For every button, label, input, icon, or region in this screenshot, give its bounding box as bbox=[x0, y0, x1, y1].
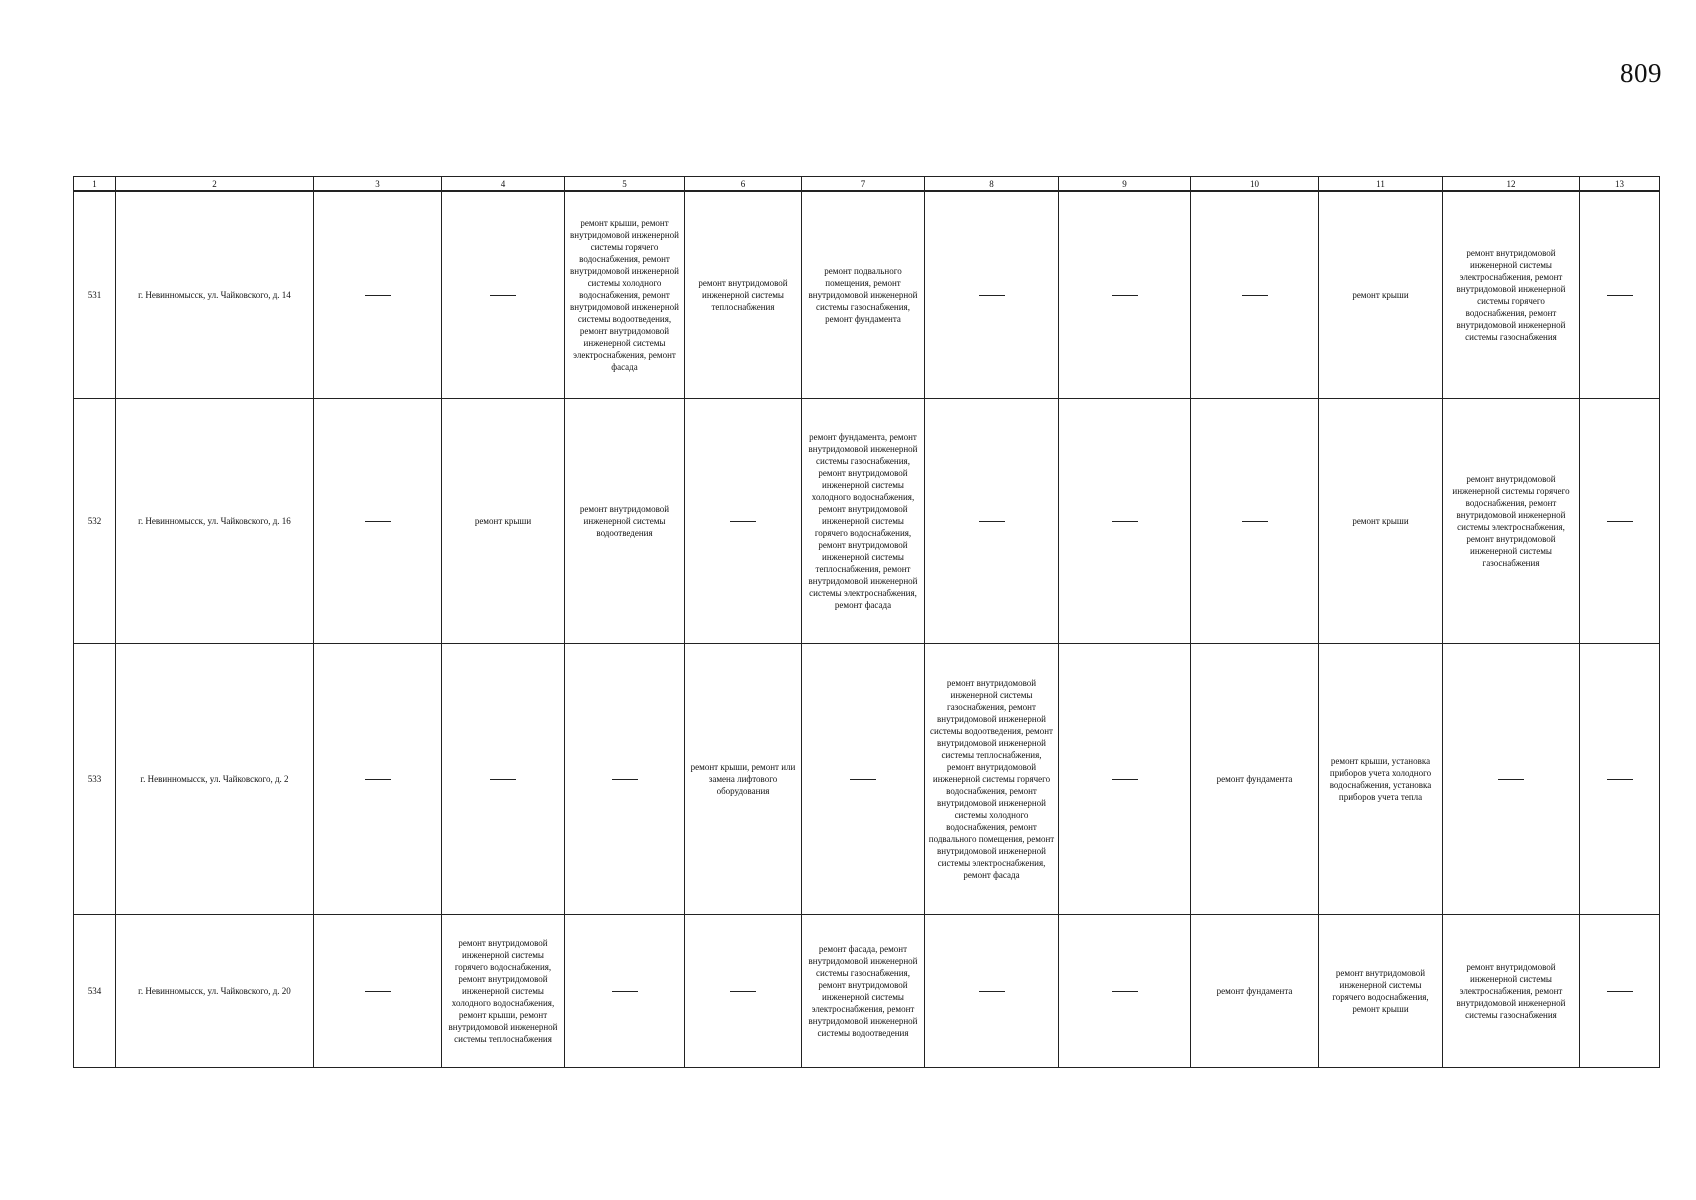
dash-mark bbox=[730, 991, 756, 992]
repair-work-cell: ремонт внутридомовой инженерной системы водоотведения bbox=[565, 399, 685, 644]
empty-cell bbox=[1059, 399, 1191, 644]
dash-mark bbox=[979, 295, 1005, 296]
empty-cell bbox=[565, 644, 685, 915]
empty-cell bbox=[314, 191, 442, 399]
dash-mark bbox=[850, 779, 876, 780]
row-number-cell: 533 bbox=[74, 644, 116, 915]
column-header: 10 bbox=[1191, 177, 1319, 192]
repair-work-cell: ремонт внутридомовой инженерной системы горячего водоснабжения, ремонт внутридомовой инженерной системы холодного водоснабжения, ремонт крыши, ремонт внутридомовой инженерной системы теплоснабжения bbox=[442, 915, 565, 1068]
column-header: 11 bbox=[1319, 177, 1443, 192]
repair-work-cell: ремонт подвального помещения, ремонт внутридомовой инженерной системы газоснабжения, ремонт фундамента bbox=[802, 191, 925, 399]
dash-mark bbox=[1607, 521, 1633, 522]
column-header: 8 bbox=[925, 177, 1059, 192]
empty-cell bbox=[1580, 915, 1660, 1068]
column-header: 13 bbox=[1580, 177, 1660, 192]
repair-work-cell: ремонт крыши, ремонт или замена лифтового оборудования bbox=[685, 644, 802, 915]
empty-cell bbox=[1191, 399, 1319, 644]
dash-mark bbox=[1112, 295, 1138, 296]
empty-cell bbox=[1059, 191, 1191, 399]
repair-work-cell: ремонт фундамента bbox=[1191, 915, 1319, 1068]
repair-schedule-table-container bbox=[73, 176, 1649, 1068]
dash-mark bbox=[612, 779, 638, 780]
address-cell: г. Невинномысск, ул. Чайковского, д. 20 bbox=[116, 915, 314, 1068]
dash-mark bbox=[612, 991, 638, 992]
empty-cell bbox=[314, 915, 442, 1068]
dash-mark bbox=[1242, 295, 1268, 296]
repair-work-cell: ремонт внутридомовой инженерной системы электроснабжения, ремонт внутридомовой инженерной системы газоснабжения bbox=[1443, 915, 1580, 1068]
column-header: 4 bbox=[442, 177, 565, 192]
empty-cell bbox=[1191, 191, 1319, 399]
dash-mark bbox=[1242, 521, 1268, 522]
dash-mark bbox=[365, 521, 391, 522]
dash-mark bbox=[365, 991, 391, 992]
empty-cell bbox=[1580, 191, 1660, 399]
dash-mark bbox=[730, 521, 756, 522]
empty-cell bbox=[802, 644, 925, 915]
repair-work-cell: ремонт внутридомовой инженерной системы газоснабжения, ремонт внутридомовой инженерной системы водоотведения, ремонт внутридомовой инженерной системы теплоснабжения, ремонт внутридомовой инженерной системы горячего водоснабжения, ремонт внутридомовой инженерной системы холодного водоснабжения, ремонт подвального помещения, ремонт внутридомовой инженерной системы электроснабжения, ремонт фасада bbox=[925, 644, 1059, 915]
empty-cell bbox=[1443, 644, 1580, 915]
repair-work-cell: ремонт внутридомовой инженерной системы теплоснабжения bbox=[685, 191, 802, 399]
repair-schedule-table bbox=[73, 176, 1660, 1068]
empty-cell bbox=[925, 191, 1059, 399]
row-number-cell: 531 bbox=[74, 191, 116, 399]
address-cell: г. Невинномысск, ул. Чайковского, д. 14 bbox=[116, 191, 314, 399]
repair-work-cell: ремонт фасада, ремонт внутридомовой инженерной системы газоснабжения, ремонт внутридомовой инженерной системы электроснабжения, ремонт внутридомовой инженерной системы водоотведения bbox=[802, 915, 925, 1068]
dash-mark bbox=[490, 779, 516, 780]
dash-mark bbox=[1607, 779, 1633, 780]
column-header: 12 bbox=[1443, 177, 1580, 192]
repair-work-cell: ремонт фундамента bbox=[1191, 644, 1319, 915]
repair-work-cell: ремонт внутридомовой инженерной системы горячего водоснабжения, ремонт крыши bbox=[1319, 915, 1443, 1068]
column-header: 6 bbox=[685, 177, 802, 192]
empty-cell bbox=[685, 915, 802, 1068]
dash-mark bbox=[490, 295, 516, 296]
column-header: 1 bbox=[74, 177, 116, 192]
address-cell: г. Невинномысск, ул. Чайковского, д. 16 bbox=[116, 399, 314, 644]
repair-work-cell: ремонт фундамента, ремонт внутридомовой инженерной системы газоснабжения, ремонт внутридомовой инженерной системы холодного водоснабжения, ремонт внутридомовой инженерной системы горячего водоснабжения, ремонт внутридомовой инженерной системы теплоснабжения, ремонт внутридомовой инженерной системы электроснабжения, ремонт фасада bbox=[802, 399, 925, 644]
table-row bbox=[74, 644, 1660, 915]
repair-work-cell: ремонт внутридомовой инженерной системы горячего водоснабжения, ремонт внутридомовой инженерной системы электроснабжения, ремонт внутридомовой инженерной системы газоснабжения bbox=[1443, 399, 1580, 644]
table-row bbox=[74, 399, 1660, 644]
table-body bbox=[74, 191, 1660, 1068]
row-number-cell: 534 bbox=[74, 915, 116, 1068]
dash-mark bbox=[365, 295, 391, 296]
repair-work-cell: ремонт крыши, установка приборов учета холодного водоснабжения, установка приборов учета тепла bbox=[1319, 644, 1443, 915]
table-row bbox=[74, 915, 1660, 1068]
empty-cell bbox=[1580, 644, 1660, 915]
dash-mark bbox=[1607, 295, 1633, 296]
empty-cell bbox=[1580, 399, 1660, 644]
empty-cell bbox=[442, 644, 565, 915]
column-header: 2 bbox=[116, 177, 314, 192]
dash-mark bbox=[1112, 779, 1138, 780]
repair-work-cell: ремонт внутридомовой инженерной системы электроснабжения, ремонт внутридомовой инженерной системы горячего водоснабжения, ремонт внутридомовой инженерной системы газоснабжения bbox=[1443, 191, 1580, 399]
row-number-cell: 532 bbox=[74, 399, 116, 644]
page-number: 809 bbox=[1620, 58, 1662, 88]
table-row bbox=[74, 191, 1660, 399]
dash-mark bbox=[365, 779, 391, 780]
empty-cell bbox=[314, 644, 442, 915]
repair-work-cell: ремонт крыши, ремонт внутридомовой инженерной системы горячего водоснабжения, ремонт внутридомовой инженерной системы холодного водоснабжения, ремонт внутридомовой инженерной системы водоотведения, ремонт внутридомовой инженерной системы электроснабжения, ремонт фасада bbox=[565, 191, 685, 399]
empty-cell bbox=[1059, 915, 1191, 1068]
dash-mark bbox=[1112, 991, 1138, 992]
repair-work-cell: ремонт крыши bbox=[442, 399, 565, 644]
empty-cell bbox=[442, 191, 565, 399]
column-header: 5 bbox=[565, 177, 685, 192]
empty-cell bbox=[1059, 644, 1191, 915]
dash-mark bbox=[979, 521, 1005, 522]
empty-cell bbox=[685, 399, 802, 644]
repair-work-cell: ремонт крыши bbox=[1319, 399, 1443, 644]
empty-cell bbox=[565, 915, 685, 1068]
address-cell: г. Невинномысск, ул. Чайковского, д. 2 bbox=[116, 644, 314, 915]
column-header: 7 bbox=[802, 177, 925, 192]
dash-mark bbox=[1498, 779, 1524, 780]
dash-mark bbox=[1112, 521, 1138, 522]
empty-cell bbox=[314, 399, 442, 644]
column-header: 9 bbox=[1059, 177, 1191, 192]
column-number-row bbox=[74, 177, 1660, 192]
repair-work-cell: ремонт крыши bbox=[1319, 191, 1443, 399]
column-header: 3 bbox=[314, 177, 442, 192]
dash-mark bbox=[1607, 991, 1633, 992]
empty-cell bbox=[925, 915, 1059, 1068]
empty-cell bbox=[925, 399, 1059, 644]
dash-mark bbox=[979, 991, 1005, 992]
